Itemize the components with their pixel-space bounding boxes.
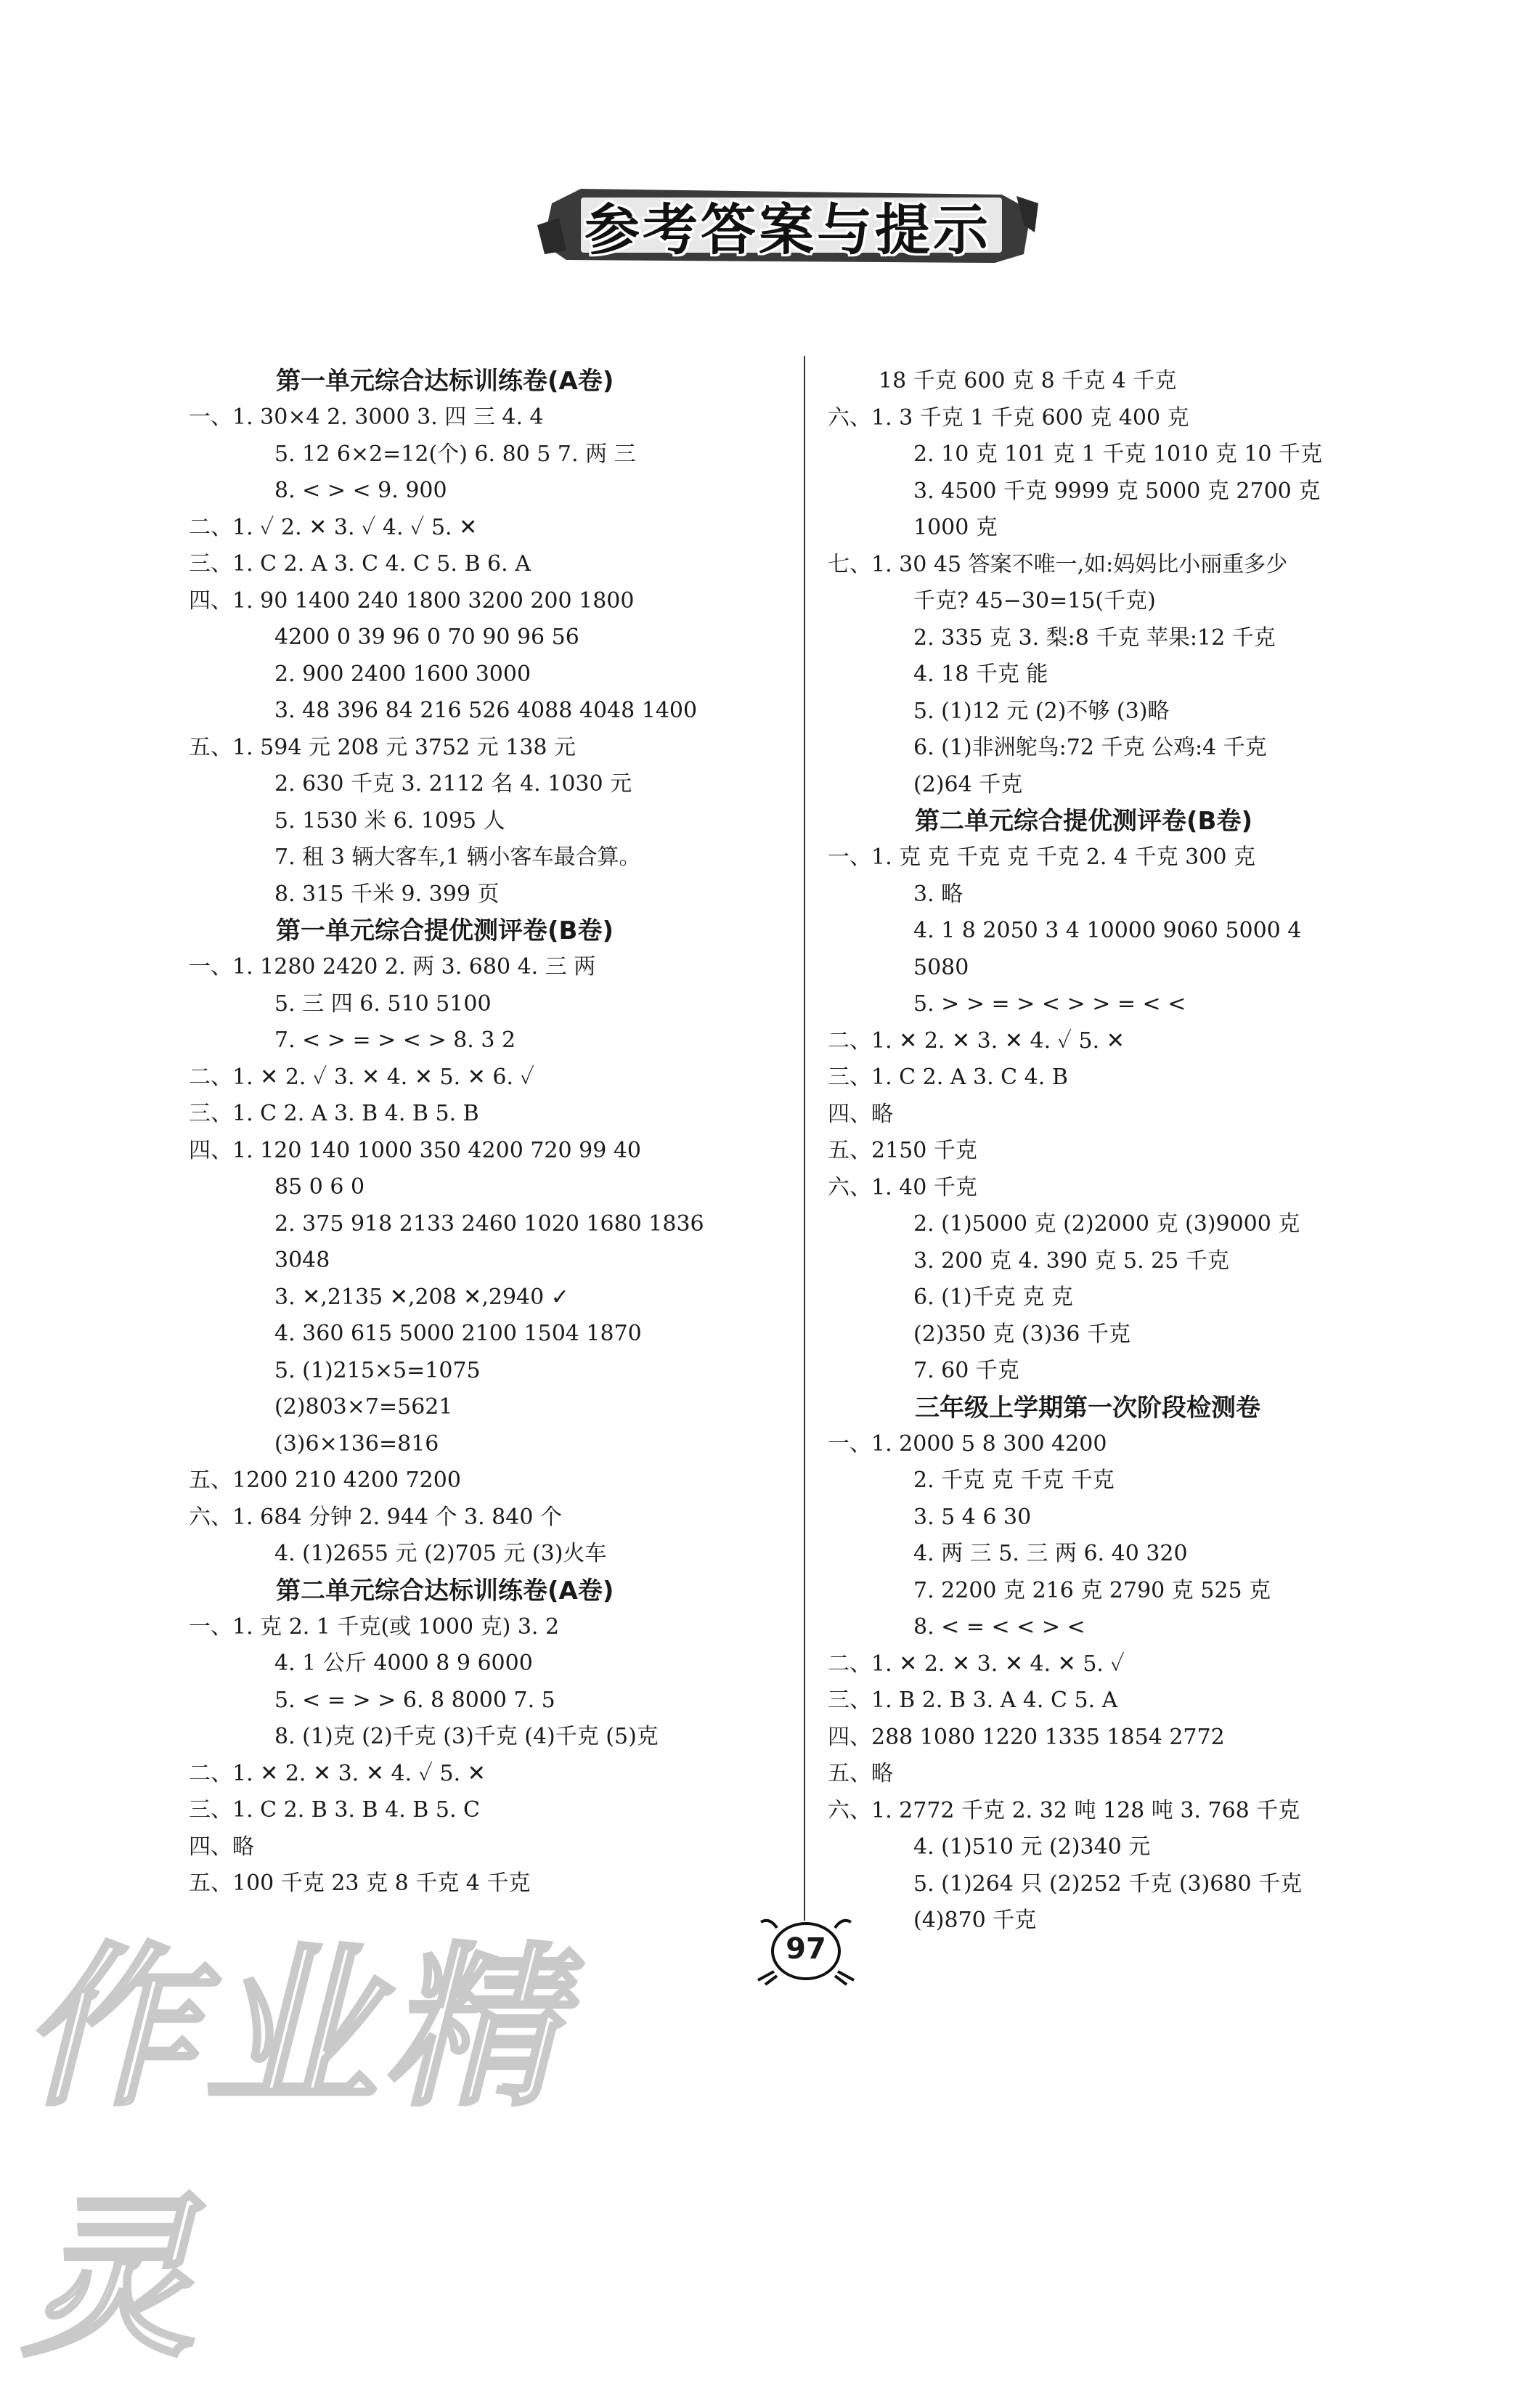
section-title: 第二单元综合提优测评卷(B卷): [915, 807, 1252, 836]
answer-line: [828, 839, 1430, 876]
answer-line: [828, 1646, 1430, 1683]
answer-line: [828, 730, 1430, 767]
answer-text: 8. (1)克 (2)千克 (3)千克 (4)千克 (5)克: [274, 1724, 659, 1749]
answer-line: [189, 1096, 791, 1133]
answer-text: (2)350 克 (3)36 千克: [913, 1321, 1131, 1347]
answer-line: [189, 1279, 791, 1316]
answer-text: (2)803×7=5621: [274, 1394, 453, 1420]
answer-line: [189, 1645, 791, 1682]
answer-text: 五、100 千克 23 克 8 千克 4 千克: [189, 1871, 531, 1896]
answer-text: 2. 千克 克 千克 千克: [913, 1468, 1115, 1493]
answer-line: [828, 1426, 1430, 1463]
answer-line: [828, 1756, 1430, 1793]
answer-line: [828, 1573, 1430, 1610]
answer-text: 四、略: [828, 1101, 893, 1127]
answer-text: 3. 略: [913, 881, 963, 907]
answer-line: [828, 986, 1430, 1023]
answer-text: 2. 900 2400 1600 3000: [274, 661, 531, 687]
answer-line: [189, 839, 791, 876]
answer-text: 3. 200 克 4. 390 克 5. 25 千克: [913, 1248, 1229, 1274]
answer-text: 4. (1)2655 元 (2)705 元 (3)火车: [274, 1541, 607, 1566]
section-2b: [828, 803, 1430, 1390]
answer-text: (2)64 千克: [913, 771, 1023, 797]
answer-text: 二、1. ✕ 2. ✕ 3. ✕ 4. ✕ 5. ✓: [828, 1651, 1125, 1677]
answer-line: [828, 1170, 1430, 1207]
answer-text: 六、1. 40 千克: [828, 1174, 977, 1200]
answer-text: 三、1. C 2. A 3. B 4. B 5. B: [189, 1101, 479, 1126]
answer-text: 5. (1)264 只 (2)252 千克 (3)680 千克: [913, 1871, 1303, 1897]
answer-line: [828, 1536, 1430, 1573]
answer-text: 四、1. 120 140 1000 350 4200 720 99 40: [189, 1137, 641, 1163]
answer-text: 二、1. ✕ 2. ✕ 3. ✕ 4. ✓ 5. ✕: [828, 1027, 1125, 1054]
answer-text: 5. > > = > < > > = < <: [913, 991, 1186, 1017]
answer-line: [828, 1096, 1430, 1134]
answer-text: 一、1. 30×4 2. 3000 3. 四 三 4. 4: [189, 404, 544, 430]
answer-text: 85 0 6 0: [274, 1174, 365, 1200]
answer-text: 6. (1)非洲鸵鸟:72 千克 公鸡:4 千克: [913, 735, 1267, 760]
section-title: 第二单元综合达标训练卷(A卷): [276, 1576, 614, 1605]
answer-line: [828, 656, 1430, 693]
answer-text: 3. 48 396 84 216 526 4088 4048 1400: [274, 698, 698, 723]
answer-text: 2. 630 千克 3. 2112 名 4. 1030 元: [274, 771, 632, 797]
answer-text: 5. 1530 米 6. 1095 人: [274, 807, 505, 834]
page-number: 97: [786, 1932, 826, 1966]
answer-text: (4)870 千克: [913, 1908, 1037, 1933]
answer-text: 7. < > = > < > 8. 3 2: [274, 1027, 516, 1053]
answer-line: [189, 656, 791, 693]
answer-line: [828, 436, 1430, 473]
answer-text: 5. 三 四 6. 510 5100: [274, 990, 492, 1017]
section-1b: [189, 913, 791, 1573]
answer-line: [828, 913, 1430, 950]
answer-text: 五、1. 594 元 208 元 3752 元 138 元: [189, 734, 577, 760]
answer-line: [828, 1316, 1430, 1354]
answer-text: 8. < = < < > <: [913, 1614, 1085, 1640]
answer-text: 6. (1)千克 克 克: [913, 1285, 1073, 1310]
answer-text: 2. 375 918 2133 2460 1020 1680 1836: [274, 1210, 704, 1237]
section-2a: [189, 1573, 791, 1902]
answer-line: [828, 1243, 1430, 1280]
answer-line: [189, 583, 791, 620]
answer-line: [189, 1756, 791, 1793]
answer-line: [189, 510, 791, 547]
answer-text: 五、略: [828, 1761, 893, 1786]
answer-line: [828, 1462, 1430, 1499]
answer-text: 二、1. ✕ 2. ✓ 3. ✕ 4. ✕ 5. ✕ 6. ✓: [189, 1064, 534, 1090]
answer-line: [828, 400, 1430, 437]
answer-line: [828, 620, 1430, 657]
answer-text: 8. < > < 9. 900: [274, 478, 447, 503]
answer-line: [828, 1353, 1430, 1390]
answer-text: 六、1. 3 千克 1 千克 600 克 400 克: [828, 404, 1189, 431]
answer-line: [189, 1719, 791, 1756]
answer-line: [189, 1792, 791, 1829]
section-title: 三年级上学期第一次阶段检测卷: [915, 1393, 1260, 1423]
answer-text: 六、1. 2772 千克 2. 32 吨 128 吨 3. 768 千克: [828, 1797, 1300, 1823]
answer-line: [828, 1133, 1430, 1170]
answer-line: [828, 1059, 1430, 1096]
answer-line: [189, 1133, 791, 1170]
answer-text: 5080: [913, 954, 969, 980]
right-column: [828, 363, 1430, 1940]
watermark: [22, 1888, 704, 2380]
answer-text: 四、1. 90 1400 240 1800 3200 200 1800: [189, 587, 635, 614]
answer-text: 千克? 45−30=15(千克): [913, 588, 1156, 614]
answer-text: 8. 315 千米 9. 399 页: [274, 881, 500, 907]
answer-text: 7. 60 千克: [913, 1358, 1019, 1383]
answer-line: [828, 1279, 1430, 1316]
answer-line: [189, 986, 791, 1023]
answer-line: [189, 876, 791, 913]
answer-text: 一、1. 2000 5 8 300 4200: [828, 1430, 1107, 1457]
answer-text: 三、1. C 2. A 3. C 4. B: [828, 1065, 1068, 1090]
answer-line: [189, 436, 791, 473]
answer-line: [189, 1389, 791, 1426]
answer-line: [828, 1682, 1430, 1719]
answer-line: [828, 583, 1430, 620]
answer-line: [189, 1316, 791, 1353]
answer-line: [828, 1023, 1430, 1060]
answer-text: 4. 18 千克 能: [913, 662, 1048, 687]
answer-text: 六、1. 684 分钟 2. 944 个 3. 840 个: [189, 1504, 562, 1530]
answer-text: 5. < = > > 6. 8 8000 7. 5: [274, 1687, 555, 1713]
answer-text: 五、2150 千克: [828, 1138, 977, 1163]
answer-line: [189, 1536, 791, 1573]
page-number-badge: [748, 1913, 864, 1986]
answer-text: 3. 5 4 6 30: [913, 1504, 1032, 1530]
answer-line: [828, 473, 1430, 510]
answer-text: 2. (1)5000 克 (2)2000 克 (3)9000 克: [913, 1211, 1300, 1237]
answer-line: [189, 1499, 791, 1537]
answer-line: [189, 473, 791, 510]
answer-line: [828, 1499, 1430, 1537]
left-column: [189, 363, 791, 1902]
section-title: 第一单元综合达标训练卷(A卷): [276, 367, 614, 396]
answer-line: [189, 949, 791, 986]
answer-text: 三、1. B 2. B 3. A 4. C 5. A: [828, 1688, 1118, 1713]
answer-line: [828, 1609, 1430, 1646]
section-stage-test: [828, 1390, 1430, 1940]
answer-text: 4. 360 615 5000 2100 1504 1870: [274, 1321, 642, 1346]
answer-line: [189, 1206, 791, 1243]
answer-text: 4200 0 39 96 0 70 90 96 56: [274, 624, 579, 650]
answer-line: [189, 619, 791, 656]
answer-line: [189, 1059, 791, 1096]
answer-text: 7. 2200 克 216 克 2790 克 525 克: [913, 1577, 1271, 1603]
answer-line: [189, 1242, 791, 1279]
answer-line: [189, 1609, 791, 1646]
answer-line: [189, 1022, 791, 1059]
answer-text: 四、288 1080 1220 1335 1854 2772: [828, 1724, 1225, 1750]
answer-text: 5. (1)12 元 (2)不够 (3)略: [913, 698, 1170, 724]
answer-text: 3. ✕,2135 ✕,208 ✕,2940 ✓: [274, 1284, 569, 1310]
answer-text: 7. 租 3 辆大客车,1 辆小客车最合算。: [274, 845, 641, 870]
banner-title: 参考答案与提示: [584, 197, 991, 262]
answer-line: [828, 693, 1430, 730]
answer-text: 1000 克: [913, 515, 998, 540]
answer-text: 四、略: [189, 1834, 254, 1860]
answer-line: [189, 1682, 791, 1719]
answer-line: [828, 1902, 1430, 1940]
answer-line: [189, 1353, 791, 1390]
answer-text: 一、1. 1280 2420 2. 两 3. 680 4. 三 两: [189, 954, 596, 980]
answer-text: 三、1. C 2. A 3. C 4. C 5. B 6. A: [189, 551, 531, 577]
answer-line: [189, 693, 791, 730]
answer-line: [189, 1829, 791, 1866]
answer-text: 2. 335 克 3. 梨:8 千克 苹果:12 千克: [913, 624, 1276, 651]
answer-line: [189, 546, 791, 583]
answer-line: [189, 1462, 791, 1499]
column-divider: [804, 356, 805, 1921]
answer-text: 3. 4500 千克 9999 克 5000 克 2700 克: [913, 478, 1321, 504]
answer-banner: [537, 182, 1038, 269]
answer-text: 2. 10 克 101 克 1 千克 1010 克 10 千克: [913, 441, 1323, 467]
answer-text: 4. (1)510 元 (2)340 元: [913, 1834, 1151, 1860]
answer-line: [189, 803, 791, 840]
answer-line: [828, 363, 1430, 400]
answer-text: 一、1. 克 克 千克 克 千克 2. 4 千克 300 克: [828, 845, 1255, 870]
answer-line: [828, 876, 1430, 913]
answer-line: [828, 767, 1430, 804]
answer-text: 18 千克 600 克 8 千克 4 千克: [879, 368, 1177, 394]
answer-line: [828, 950, 1430, 987]
answer-text: 4. 两 三 5. 三 两 6. 40 320: [913, 1541, 1188, 1566]
answer-line: [828, 1793, 1430, 1830]
answer-text: 二、1. ✓ 2. ✕ 3. ✓ 4. ✓ 5. ✕: [189, 514, 478, 540]
answer-line: [828, 510, 1430, 547]
answer-text: 二、1. ✕ 2. ✕ 3. ✕ 4. ✓ 5. ✕: [189, 1760, 486, 1786]
answer-text: 一、1. 克 2. 1 千克(或 1000 克) 3. 2: [189, 1613, 560, 1640]
answer-line: [828, 1206, 1430, 1243]
watermark-text: 作业精灵: [22, 1926, 567, 2380]
answer-line: [828, 547, 1430, 584]
section-title: 第一单元综合提优测评卷(B卷): [276, 916, 614, 945]
answer-text: 5. (1)215×5=1075: [274, 1357, 481, 1383]
answer-line: [828, 1829, 1430, 1866]
answer-line: [828, 1719, 1430, 1757]
answer-text: (3)6×136=816: [274, 1430, 439, 1457]
answer-text: 五、1200 210 4200 7200: [189, 1468, 461, 1493]
answer-text: 4. 1 8 2050 3 4 10000 9060 5000 4: [913, 918, 1302, 943]
answer-text: 4. 1 公斤 4000 8 9 6000: [274, 1651, 533, 1676]
section-1a-continued: [828, 363, 1430, 803]
section-1a: [189, 363, 791, 913]
answer-line: [189, 766, 791, 803]
answer-line: [189, 1169, 791, 1206]
answer-line: [189, 399, 791, 436]
answer-text: 三、1. C 2. B 3. B 4. B 5. C: [189, 1797, 480, 1823]
answer-text: 七、1. 30 45 答案不唯一,如:妈妈比小丽重多少: [828, 551, 1288, 577]
answer-line: [189, 1426, 791, 1463]
answer-line: [828, 1866, 1430, 1903]
answer-line: [189, 730, 791, 767]
answer-text: 3048: [274, 1248, 330, 1273]
answer-text: 5. 12 6×2=12(个) 6. 80 5 7. 两 三: [274, 441, 636, 467]
